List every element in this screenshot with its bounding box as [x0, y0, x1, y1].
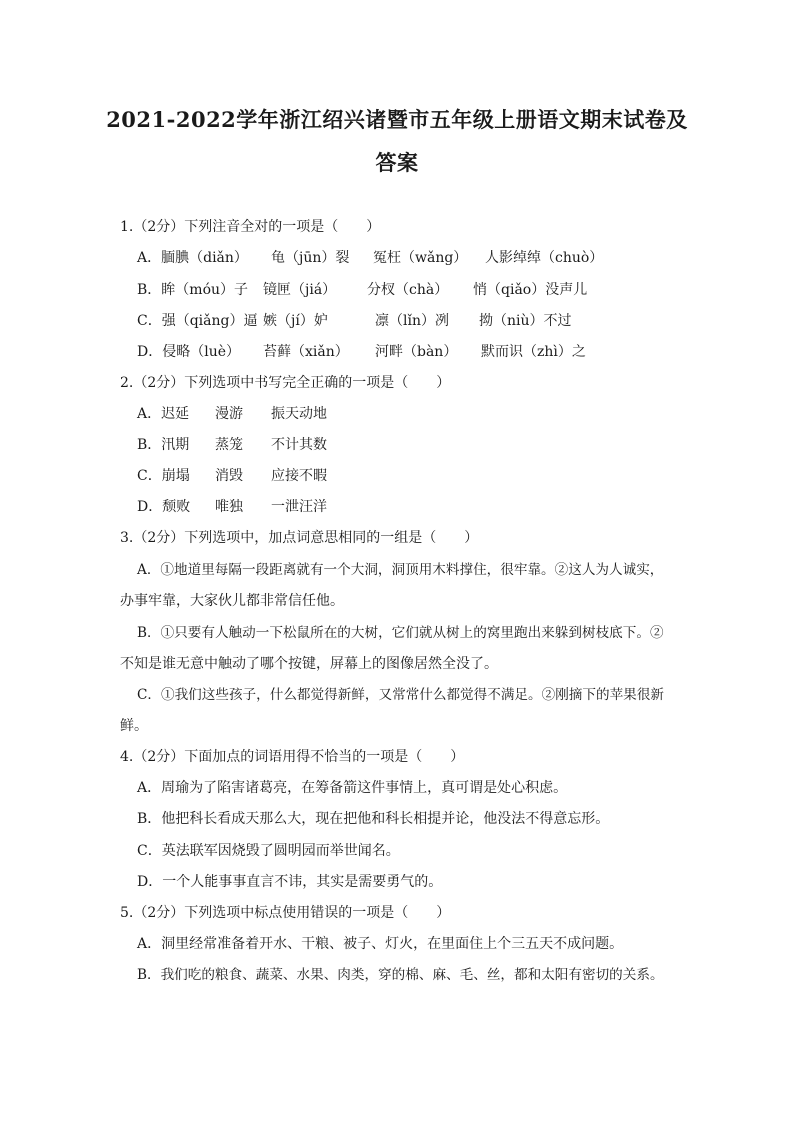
- question-3-option-c: C．①我们这些孩子，什么都觉得新鲜，又常常什么都觉得不满足。②刚摘下的苹果很新: [137, 687, 664, 703]
- option-text: C．强（qiǎng）逼: [137, 313, 258, 329]
- question-3-option-a-continued: 办事牢靠，大家伙儿都非常信任他。: [120, 593, 344, 609]
- question-3-option-c-continued: 鲜。: [120, 718, 148, 734]
- page-title-continued: 答案: [375, 150, 419, 175]
- option-text: 凛（lǐn）冽: [375, 313, 449, 329]
- option-text: A．迟延: [137, 406, 190, 422]
- question-5-option-b: B．我们吃的粮食、蔬菜、水果、肉类，穿的棉、麻、毛、丝，都和太阳有密切的关系。: [137, 967, 664, 983]
- option-text: A．腼腆（diǎn）: [137, 250, 248, 266]
- option-text: 蒸笼: [215, 437, 243, 453]
- option-text: B．汛期: [137, 437, 190, 453]
- page-title: 2021-2022学年浙江绍兴诸暨市五年级上册语文期末试卷及: [106, 107, 688, 132]
- option-text: 不计其数: [271, 437, 327, 453]
- question-4-option-c: C．英法联军因烧毁了圆明园而举世闻名。: [137, 843, 400, 859]
- option-text: 人影绰绰（chuò）: [485, 250, 604, 266]
- option-text: 唯独: [215, 499, 243, 515]
- question-4-option-d: D．一个人能事事直言不讳，其实是需要勇气的。: [137, 874, 443, 890]
- question-3-option-b: B．①只要有人触动一下松鼠所在的大树，它们就从树上的窝里跑出来躲到树枝底下。②: [137, 625, 664, 641]
- option-text: D．颓败: [137, 499, 191, 515]
- question-3-option-a: A．①地道里每隔一段距离就有一个大洞，洞顶用木料撑住，很牢靠。②这人为人诚实，: [137, 562, 664, 578]
- option-text: C．崩塌: [137, 468, 190, 484]
- option-text: 应接不暇: [271, 468, 327, 484]
- option-text: 消毁: [215, 468, 243, 484]
- option-text: 分杈（chà）: [367, 282, 449, 298]
- option-text: 漫游: [215, 406, 243, 422]
- option-text: 龟（jūn）裂: [271, 250, 350, 266]
- option-text: 河畔（bàn）: [375, 344, 458, 360]
- option-text: 拗（niù）不过: [479, 313, 572, 329]
- option-text: 苔藓（xiǎn）: [263, 344, 349, 360]
- option-text: D．侵略（luè）: [137, 344, 241, 360]
- question-3-stem: 3.（2分）下列选项中，加点词意思相同的一组是（ ）: [120, 530, 479, 546]
- question-5-stem: 5.（2分）下列选项中标点使用错误的一项是（ ）: [120, 905, 451, 921]
- option-text: 悄（qiǎo）没声儿: [473, 282, 588, 298]
- option-text: 冤枉（wǎng）: [373, 250, 468, 266]
- question-4-option-a: A．周瑜为了陷害诸葛亮，在筹备箭这件事情上，真可谓是处心积虑。: [137, 780, 568, 796]
- option-text: 嫉（jí）妒: [263, 313, 328, 329]
- question-2-stem: 2.（2分）下列选项中书写完全正确的一项是（ ）: [120, 375, 451, 391]
- question-4-stem: 4.（2分）下面加点的词语用得不恰当的一项是（ ）: [120, 749, 465, 765]
- option-text: 一泄汪洋: [271, 499, 327, 515]
- option-text: B．眸（móu）子: [137, 282, 249, 298]
- option-text: 振天动地: [271, 406, 327, 422]
- question-3-option-b-continued: 不知是谁无意中触动了哪个按键，屏幕上的图像居然全没了。: [120, 656, 498, 672]
- option-text: 默而识（zhì）之: [481, 344, 586, 360]
- option-text: 镜匣（jiá）: [263, 282, 337, 298]
- question-4-option-b: B．他把科长看成天那么大，现在把他和科长相提并论，他没法不得意忘形。: [137, 811, 610, 827]
- question-1-stem: 1.（2分）下列注音全对的一项是（ ）: [120, 219, 381, 235]
- question-5-option-a: A．洞里经常准备着开水、干粮、被子、灯火，在里面住上个三五天不成问题。: [137, 936, 624, 952]
